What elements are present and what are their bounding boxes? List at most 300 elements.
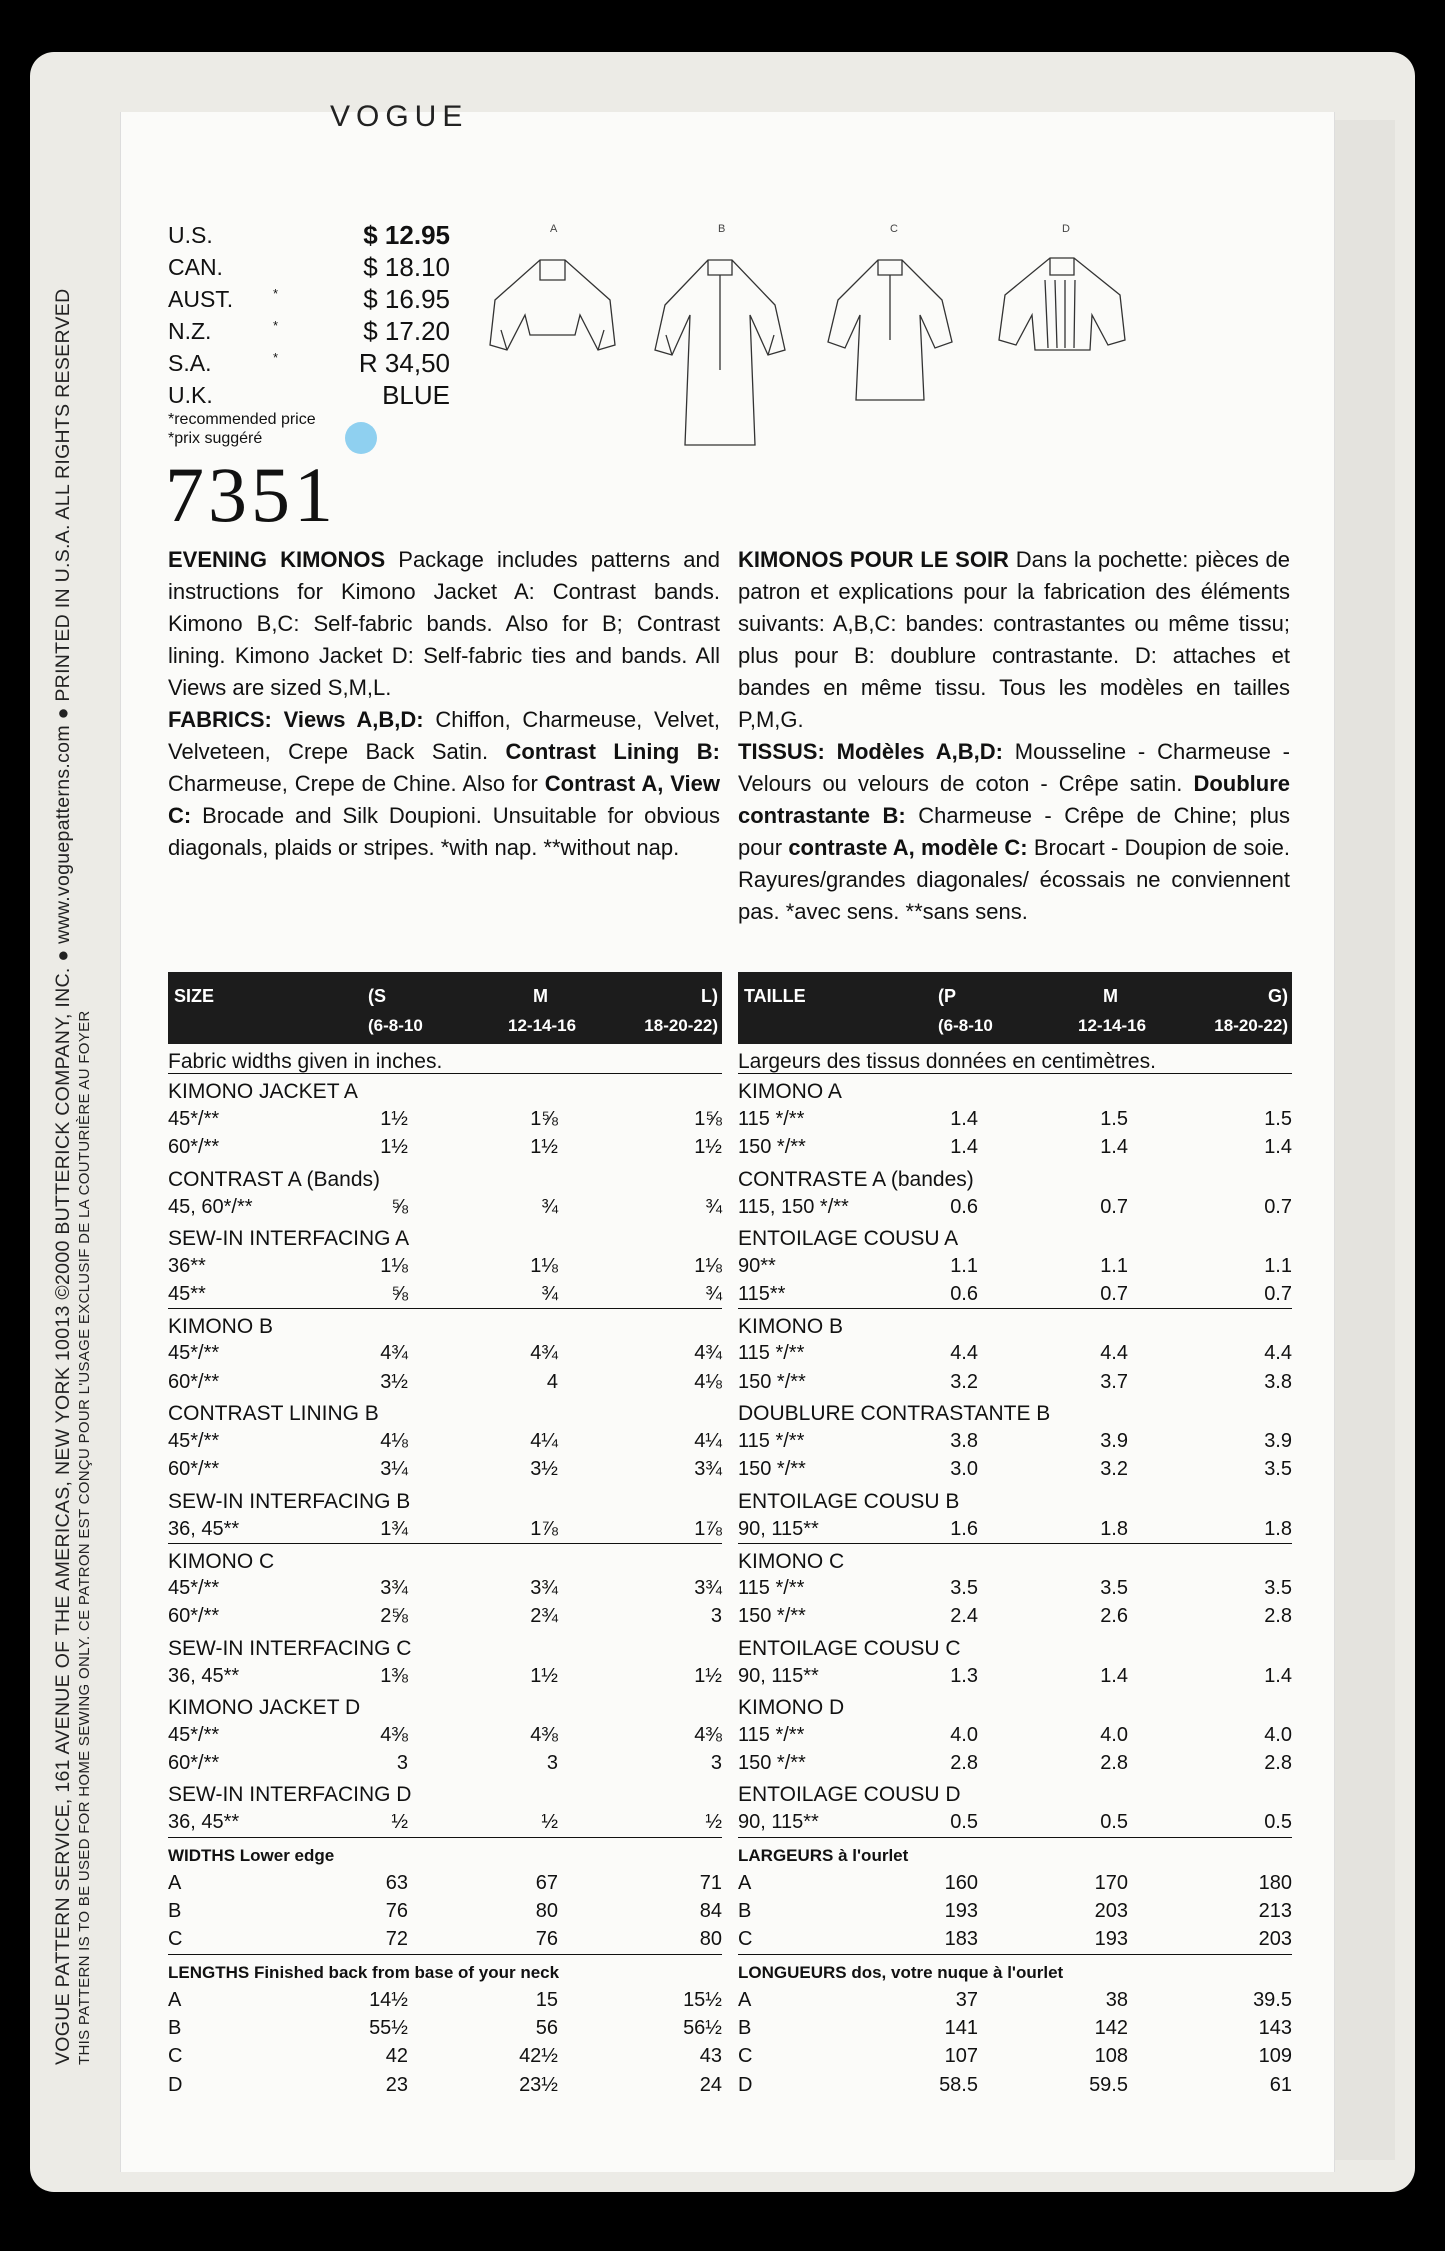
table-cell: 90, 115** <box>738 1664 819 1687</box>
table-row <box>168 1427 722 1455</box>
widths-heading <box>738 1837 1292 1869</box>
en-contrast: Brocade and Silk Doupioni. Unsuitable for obvious diagonals, plaids or stripes. *with nap. **without nap. <box>168 803 720 860</box>
table-cell: 4.0 <box>1264 1723 1292 1746</box>
table-cell: 107 <box>944 2045 978 2068</box>
table-row <box>738 1427 1292 1455</box>
table-cell: 150 */** <box>738 1752 806 1775</box>
table-cell: 3.5 <box>950 1576 978 1599</box>
length-row <box>168 1986 722 2014</box>
price-row <box>168 218 450 250</box>
fr-title: KIMONOS POUR LE SOIR <box>738 547 1009 572</box>
table-cell: 1⅛ <box>530 1254 558 1277</box>
table-cell: 1.4 <box>1100 1136 1128 1159</box>
table-cell: 1½ <box>530 1136 558 1159</box>
price-row <box>168 346 450 378</box>
group-heading <box>738 1543 1292 1574</box>
table-cell: 183 <box>944 1928 978 1951</box>
table-cell: 45*/** <box>168 1576 220 1599</box>
table-cell: 3¾ <box>694 1576 722 1599</box>
table-cell: 160 <box>944 1871 978 1894</box>
header-cell: (S <box>368 986 386 1006</box>
side-copyright-text <box>52 265 100 2065</box>
table-cell: 1½ <box>380 1108 408 1130</box>
table-cell: 1.8 <box>1100 1517 1128 1540</box>
table-cell: 4⅜ <box>694 1723 722 1746</box>
table-cell: 36, 45** <box>168 1664 240 1687</box>
table-cell: 115, 150 */** <box>738 1195 849 1218</box>
table-cell: 4¼ <box>530 1430 558 1453</box>
table-cell: 150 */** <box>738 1136 806 1159</box>
table-cell: 0.7 <box>1264 1195 1292 1218</box>
fr-fabrics-label: TISSUS: Modèles A,B,D: <box>738 739 1003 764</box>
english-description <box>168 544 720 864</box>
price-country: U.K. <box>168 382 213 408</box>
table-cell: 80 <box>699 1928 722 1951</box>
price-country: AUST. <box>168 286 234 312</box>
table-cell: 3.8 <box>950 1430 978 1453</box>
group-name: ENTOILAGE COUSU D <box>738 1783 961 1807</box>
table-cell: 1⅞ <box>530 1517 558 1540</box>
length-row <box>168 2014 722 2042</box>
table-cell: B <box>168 2016 182 2039</box>
en-intro: Package includes patterns and instructions for Kimono Jacket A: Contrast bands. Kimono B,C: Self-fabric bands. Also for B; Contrast lining. Kimono Jacket D: Self-fabric ties and bands. All Views are sized S,M,L. <box>168 547 720 700</box>
group-heading <box>168 1074 722 1105</box>
table-cell: 109 <box>1258 2045 1292 2068</box>
price-country: CAN. <box>168 254 223 280</box>
lengths-title: LENGTHS Finished back from base of your neck <box>168 1962 560 1982</box>
fr-lining-label: Doublure contrastante B: <box>738 771 1290 828</box>
group-heading <box>738 1631 1292 1662</box>
table-cell: B <box>168 1900 182 1923</box>
group-heading <box>738 1221 1292 1252</box>
group-heading <box>168 1396 722 1427</box>
table-cell: 2⅝ <box>380 1605 408 1628</box>
table-cell: 4⅜ <box>380 1723 408 1746</box>
table-cell: 1⅜ <box>380 1664 408 1687</box>
table-cell: ⅝ <box>391 1283 408 1306</box>
table-cell: 42 <box>385 2045 408 2068</box>
table-row <box>738 1193 1292 1221</box>
table-cell: 3.9 <box>1100 1430 1128 1453</box>
group-name: ENTOILAGE COUSU C <box>738 1636 961 1660</box>
table-cell: ⅝ <box>391 1195 408 1218</box>
group-name: SEW-IN INTERFACING A <box>168 1226 410 1250</box>
group-name: KIMONO JACKET A <box>168 1080 358 1103</box>
table-cell: 0.7 <box>1100 1283 1128 1306</box>
view-a-drawing <box>490 260 615 350</box>
subheader-cell: 12-14-16 <box>1078 1016 1147 1035</box>
group-name: CONTRASTE A (bandes) <box>738 1167 974 1191</box>
group-name: KIMONO A <box>738 1080 842 1103</box>
table-cell: 142 <box>1094 2016 1128 2039</box>
group-name: DOUBLURE CONTRASTANTE B <box>738 1402 1051 1426</box>
length-row <box>738 2014 1292 2042</box>
table-cell: 4¾ <box>380 1342 408 1365</box>
table-cell: 1⅝ <box>530 1108 558 1130</box>
table-cell: 3 <box>546 1752 558 1775</box>
table-cell: 60*/** <box>168 1458 220 1481</box>
unit-note: Fabric widths given in inches. <box>168 1044 722 1074</box>
view-c-drawing <box>828 260 952 400</box>
table-cell: 45*/** <box>168 1430 220 1453</box>
table-cell: 1.5 <box>1100 1108 1128 1130</box>
group-name: KIMONO C <box>738 1549 845 1573</box>
table-cell: 203 <box>1258 1928 1292 1951</box>
table-header <box>738 972 1292 1044</box>
table-cell: 4⅛ <box>380 1430 408 1453</box>
table-cell: 1.4 <box>1264 1136 1292 1159</box>
table-cell: A <box>738 1871 752 1894</box>
widths-title: LARGEURS à l'ourlet <box>738 1845 909 1865</box>
table-row <box>738 1339 1292 1367</box>
group-heading <box>738 1484 1292 1515</box>
table-cell: 0.6 <box>950 1195 978 1218</box>
price-value: R 34,50 <box>358 348 450 378</box>
table-cell: C <box>168 1928 183 1951</box>
table-cell: 36** <box>168 1254 206 1277</box>
table-row <box>738 1721 1292 1749</box>
table-cell: 80 <box>535 1900 558 1923</box>
view-label-d: D <box>1062 223 1070 235</box>
table-cell: 180 <box>1258 1871 1292 1894</box>
group-heading <box>738 1690 1292 1721</box>
table-cell: 0.5 <box>1264 1811 1292 1834</box>
table-row <box>738 1808 1292 1836</box>
table-cell: 2.8 <box>950 1752 978 1775</box>
width-row <box>168 1897 722 1925</box>
group-name: ENTOILAGE COUSU A <box>738 1226 959 1250</box>
table-cell: 3½ <box>530 1458 558 1481</box>
en-fabrics-label: FABRICS: Views A,B,D: <box>168 707 424 732</box>
table-cell: 1.4 <box>1264 1664 1292 1687</box>
group-heading <box>168 1308 722 1339</box>
blue-price-dot <box>345 422 377 454</box>
table-cell: 4⅛ <box>694 1370 722 1393</box>
table-cell: 1½ <box>380 1136 408 1159</box>
group-name: SEW-IN INTERFACING B <box>168 1489 411 1513</box>
table-row <box>738 1280 1292 1308</box>
subheader-cell: (6-8-10 <box>368 1016 423 1035</box>
subheader-cell: (6-8-10 <box>938 1016 993 1035</box>
table-cell: 3¾ <box>380 1576 408 1599</box>
group-heading <box>738 1308 1292 1339</box>
table-row <box>738 1602 1292 1630</box>
table-cell: 3.5 <box>1264 1458 1292 1481</box>
table-cell: 3¾ <box>694 1458 722 1481</box>
table-cell: 39.5 <box>1253 1988 1292 2011</box>
table-cell: 150 */** <box>738 1458 806 1481</box>
table-cell: 43 <box>699 2045 722 2068</box>
table-cell: ¾ <box>705 1283 722 1306</box>
fr-lining: Charmeuse - Crêpe de Chine; plus pour <box>738 803 1290 860</box>
table-row <box>168 1602 722 1630</box>
view-label-a: A <box>550 223 558 235</box>
table-cell: 108 <box>1094 2045 1128 2068</box>
table-cell: A <box>738 1988 752 2011</box>
table-cell: 71 <box>699 1871 722 1894</box>
header-cell: (P <box>938 986 956 1006</box>
table-cell: B <box>738 1900 752 1923</box>
group-name: CONTRAST A (Bands) <box>168 1167 381 1191</box>
header-cell: SIZE <box>174 986 215 1006</box>
group-heading <box>168 1221 722 1252</box>
price-country: N.Z. <box>168 318 212 344</box>
view-b-drawing <box>655 260 785 445</box>
table-cell: 4¾ <box>694 1342 722 1365</box>
table-cell: 3½ <box>380 1370 408 1393</box>
table-cell: 0.5 <box>950 1811 978 1834</box>
widths-heading <box>168 1837 722 1869</box>
header-cell: M <box>1103 986 1118 1006</box>
french-description <box>738 544 1290 928</box>
table-cell: 3¾ <box>530 1576 558 1599</box>
table-cell: 1½ <box>530 1664 558 1687</box>
price-row <box>168 314 450 346</box>
table-row <box>168 1455 722 1483</box>
table-row <box>738 1252 1292 1280</box>
table-row <box>168 1133 722 1161</box>
table-row <box>168 1749 722 1777</box>
header-cell: G) <box>1268 986 1288 1006</box>
table-cell: 45** <box>168 1283 206 1306</box>
table-row <box>168 1193 722 1221</box>
view-label-c: C <box>890 223 898 235</box>
table-cell: 193 <box>1094 1928 1128 1951</box>
group-name: SEW-IN INTERFACING D <box>168 1783 412 1807</box>
table-cell: 4¾ <box>530 1342 558 1365</box>
table-cell: 45*/** <box>168 1108 220 1130</box>
group-heading <box>738 1777 1292 1808</box>
table-cell: 24 <box>699 2073 722 2096</box>
table-cell: 1.1 <box>1100 1254 1128 1277</box>
table-cell: 56½ <box>683 2016 722 2039</box>
table-row <box>168 1721 722 1749</box>
price-note-fr: *prix suggéré <box>168 430 263 447</box>
table-cell: 4.4 <box>1100 1342 1128 1365</box>
fr-fabrics: Mousseline - Charmeuse - Velours ou velours de coton - Crêpe satin. <box>738 739 1290 796</box>
table-cell: 3.5 <box>1264 1576 1292 1599</box>
price-row <box>168 282 450 314</box>
table-cell: 3.0 <box>950 1458 978 1481</box>
table-cell: 38 <box>1105 1988 1128 2011</box>
table-row <box>168 1339 722 1367</box>
table-cell: 0.7 <box>1100 1195 1128 1218</box>
table-cell: 1⅛ <box>694 1254 722 1277</box>
table-cell: 56 <box>535 2016 558 2039</box>
table-cell: 1¾ <box>380 1517 408 1540</box>
fr-contrast: Brocart - Doupion de soie. Rayures/grandes diagonales/ écossais ne conviennent pas. *avec sens. **sans sens. <box>738 835 1290 924</box>
table-cell: 141 <box>944 2016 978 2039</box>
group-heading <box>168 1690 722 1721</box>
subheader-cell: 12-14-16 <box>508 1016 577 1035</box>
table-cell: D <box>738 2073 753 2096</box>
group-heading <box>738 1162 1292 1193</box>
length-row <box>738 2071 1292 2099</box>
table-cell: 3.2 <box>950 1370 978 1393</box>
table-cell: 37 <box>955 1988 978 2011</box>
table-cell: C <box>168 2045 183 2068</box>
table-cell: 63 <box>385 1871 408 1894</box>
table-cell: 23 <box>385 2073 408 2096</box>
price-value: $ 18.10 <box>363 252 450 282</box>
yardage-table-fr <box>738 972 1292 2099</box>
table-row <box>738 1749 1292 1777</box>
table-header <box>168 972 722 1044</box>
table-cell: 213 <box>1258 1900 1292 1923</box>
table-cell: 2¾ <box>530 1605 558 1628</box>
price-value: $ 12.95 <box>363 220 450 250</box>
lengths-title: LONGUEURS dos, votre nuque à l'ourlet <box>738 1962 1064 1982</box>
length-row <box>738 2042 1292 2070</box>
table-cell: 170 <box>1094 1871 1128 1894</box>
price-value: $ 16.95 <box>363 284 450 314</box>
table-cell: 90, 115** <box>738 1517 819 1540</box>
table-cell: B <box>738 2016 752 2039</box>
table-cell: 3.8 <box>1264 1370 1292 1393</box>
table-row <box>738 1368 1292 1396</box>
group-heading <box>168 1777 722 1808</box>
table-row <box>168 1662 722 1690</box>
table-cell: 3.7 <box>1100 1370 1128 1393</box>
table-cell: 115 */** <box>738 1108 805 1130</box>
table-row <box>738 1515 1292 1543</box>
table-cell: 14½ <box>369 1988 408 2011</box>
width-row <box>738 1897 1292 1925</box>
subheader-cell: 18-20-22) <box>644 1016 718 1035</box>
group-heading <box>738 1074 1292 1105</box>
table-cell: 1½ <box>694 1664 722 1687</box>
table-cell: 4.0 <box>1100 1723 1128 1746</box>
table-cell: 23½ <box>519 2073 558 2096</box>
table-row <box>168 1280 722 1308</box>
group-name: KIMONO D <box>738 1695 845 1719</box>
table-cell: 76 <box>385 1900 408 1923</box>
brand-logo <box>330 100 468 116</box>
table-cell: 1.8 <box>1264 1517 1292 1540</box>
length-row <box>738 1986 1292 2014</box>
pattern-number: 7351 <box>165 451 337 538</box>
table-row <box>168 1252 722 1280</box>
table-cell: 15 <box>535 1988 558 2011</box>
table-row <box>738 1105 1292 1133</box>
table-cell: 1.6 <box>950 1517 978 1540</box>
table-cell: 61 <box>1269 2073 1292 2096</box>
en-title: EVENING KIMONOS <box>168 547 386 572</box>
table-cell: 115 */** <box>738 1342 805 1365</box>
group-name: KIMONO C <box>168 1549 275 1573</box>
side-usage-line: THIS PATTERN IS TO BE USED FOR HOME SEWING ONLY. CE PATRON EST CONÇU POUR L'USAGE EXCLUSIF DE LA COUTURIÈRE AU FOYER <box>76 1010 93 2065</box>
table-cell: 4 <box>546 1370 558 1393</box>
table-cell: 60*/** <box>168 1752 220 1775</box>
table-cell: 59.5 <box>1089 2073 1128 2096</box>
en-fabrics: Chiffon, Charmeuse, Velvet, Velveteen, Crepe Back Satin. <box>168 707 720 764</box>
table-cell: 1⅝ <box>694 1108 722 1130</box>
table-cell: 2.6 <box>1100 1605 1128 1628</box>
table-cell: 60*/** <box>168 1136 220 1159</box>
table-cell: 3 <box>710 1605 722 1628</box>
table-cell: 55½ <box>369 2016 408 2039</box>
table-cell: 84 <box>699 1900 722 1923</box>
width-row <box>168 1925 722 1953</box>
group-name: KIMONO B <box>738 1315 844 1339</box>
price-country: S.A. <box>168 350 212 376</box>
table-cell: 1.1 <box>950 1254 978 1277</box>
group-name: CONTRAST LINING B <box>168 1402 379 1426</box>
header-cell: L) <box>701 986 718 1006</box>
lengths-heading <box>738 1954 1292 1986</box>
table-cell: 42½ <box>519 2045 558 2068</box>
table-cell: 67 <box>535 1871 558 1894</box>
price-country: U.S. <box>168 222 213 248</box>
table-cell: 3.5 <box>1100 1576 1128 1599</box>
price-list <box>168 218 450 448</box>
table-cell: 1.3 <box>950 1664 978 1687</box>
table-cell: 4.0 <box>950 1723 978 1746</box>
subheader-cell: 18-20-22) <box>1214 1016 1288 1035</box>
table-cell: 0.5 <box>1100 1811 1128 1834</box>
table-cell: 115** <box>738 1283 786 1306</box>
table-cell: ½ <box>391 1811 408 1834</box>
table-cell: 193 <box>944 1900 978 1923</box>
table-cell: 58.5 <box>939 2073 978 2096</box>
length-row <box>168 2042 722 2070</box>
table-cell: 1⅛ <box>380 1254 408 1277</box>
width-row <box>168 1869 722 1897</box>
group-name: SEW-IN INTERFACING C <box>168 1636 412 1660</box>
table-cell: 72 <box>385 1928 408 1951</box>
table-cell: 115 */** <box>738 1430 805 1453</box>
table-row <box>738 1133 1292 1161</box>
table-cell: 36, 45** <box>168 1517 240 1540</box>
table-cell: 45*/** <box>168 1723 220 1746</box>
table-cell: D <box>168 2073 183 2096</box>
table-cell: 2.4 <box>950 1605 978 1628</box>
width-row <box>738 1869 1292 1897</box>
table-cell: 90, 115** <box>738 1811 819 1834</box>
table-cell: 1⅞ <box>694 1517 722 1540</box>
price-value: $ 17.20 <box>363 316 450 346</box>
table-cell: 115 */** <box>738 1723 805 1746</box>
table-cell: 3 <box>396 1752 408 1775</box>
fr-contrast-label: contraste A, modèle C: <box>788 835 1028 860</box>
table-cell: 15½ <box>683 1988 722 2011</box>
table-cell: 1.4 <box>950 1108 978 1130</box>
table-row <box>738 1662 1292 1690</box>
table-cell: 115 */** <box>738 1576 805 1599</box>
table-cell: ½ <box>705 1811 722 1834</box>
table-cell: 36, 45** <box>168 1811 240 1834</box>
table-row <box>168 1105 722 1133</box>
table-cell: 60*/** <box>168 1605 220 1628</box>
table-cell: 3.2 <box>1100 1458 1128 1481</box>
widths-title: WIDTHS Lower edge <box>168 1845 335 1865</box>
table-cell: 3¼ <box>380 1458 408 1481</box>
table-cell: C <box>738 2045 753 2068</box>
lengths-heading <box>168 1954 722 1986</box>
table-cell: 143 <box>1258 2016 1292 2039</box>
header-cell: M <box>533 986 548 1006</box>
group-heading <box>738 1396 1292 1427</box>
unit-note: Largeurs des tissus données en centimètres. <box>738 1044 1292 1074</box>
table-cell: ¾ <box>705 1195 722 1218</box>
table-row <box>168 1808 722 1836</box>
group-name: KIMONO JACKET D <box>168 1695 361 1719</box>
view-illustrations <box>480 220 1130 460</box>
en-contrast-label: Contrast A, View C: <box>168 771 721 828</box>
table-cell: 1.4 <box>1100 1664 1128 1687</box>
table-cell: 1½ <box>694 1136 722 1159</box>
table-cell: 1.1 <box>1264 1254 1292 1277</box>
